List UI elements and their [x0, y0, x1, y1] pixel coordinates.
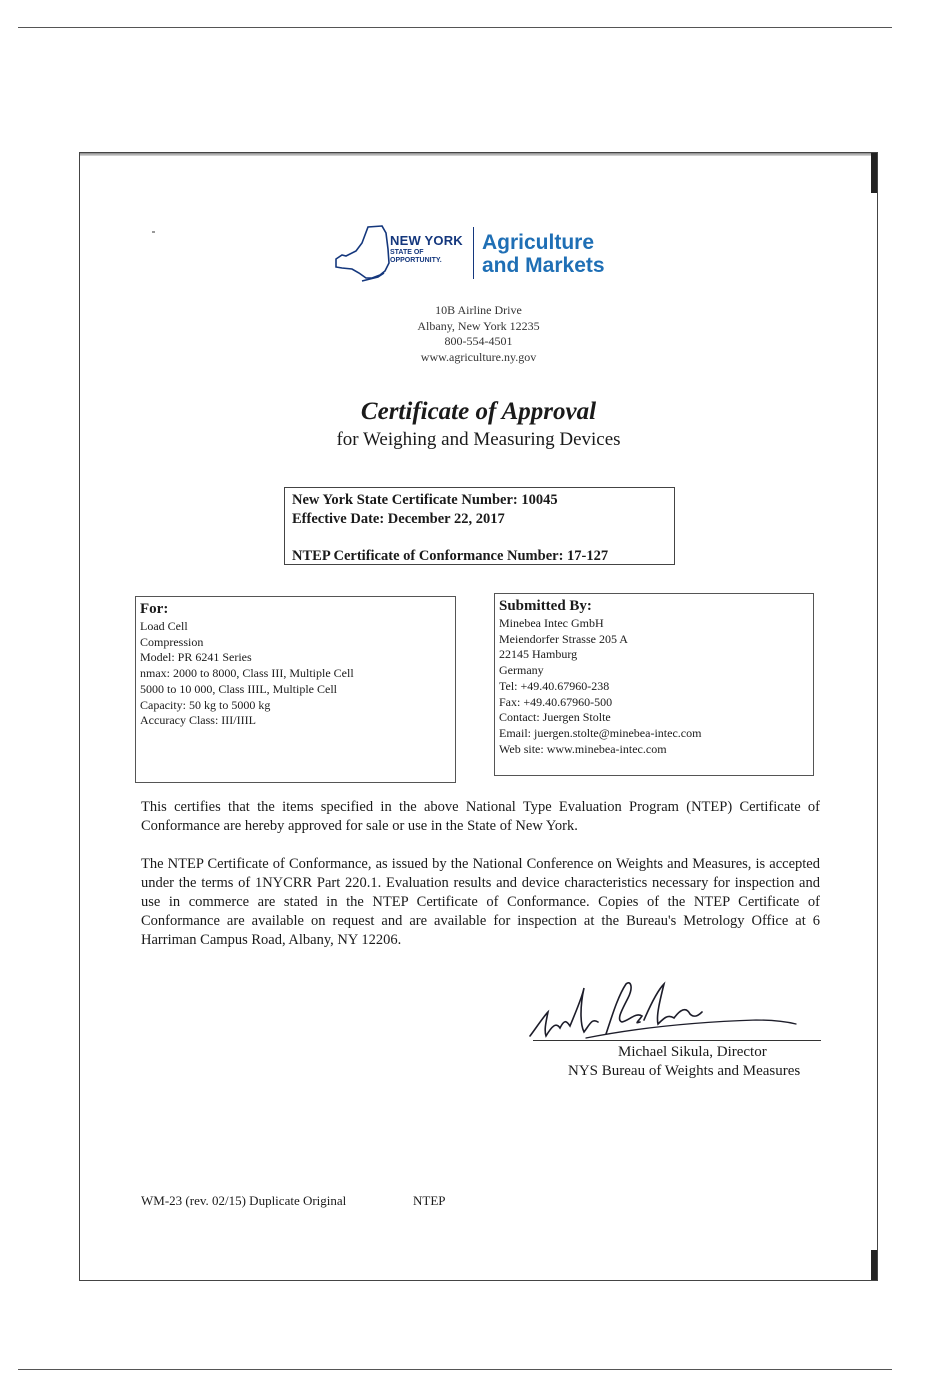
for-heading: For: [140, 601, 169, 617]
submitted-line: Web site: www.minebea-intec.com [499, 741, 667, 756]
address-city: Albany, New York 12235 [417, 318, 540, 333]
agency-name-line1: Agriculture [482, 231, 595, 254]
program-label: NTEP [413, 1193, 446, 1208]
for-line: nmax: 2000 to 8000, Class III, Multiple Cell [140, 666, 354, 681]
effective-date: Effective Date: December 22, 2017 [292, 511, 505, 527]
scan-speck [152, 231, 155, 233]
state-name: NEW YORK [390, 233, 463, 248]
submitted-line: Tel: +49.40.67960-238 [499, 678, 610, 693]
agency-address [80, 303, 877, 365]
agency-name-line2: and Markets [482, 254, 605, 277]
signer-name: Michael Sikula, Director [618, 1044, 767, 1060]
submitted-line: Fax: +49.40.67960-500 [499, 694, 613, 709]
address-website: www.agriculture.ny.gov [420, 349, 537, 364]
ntep-certificate-number: NTEP Certificate of Conformance Number: 17-127 [292, 548, 609, 564]
logo-divider [473, 227, 474, 279]
for-box [135, 596, 456, 783]
address-street: 10B Airline Drive [435, 303, 522, 317]
address-phone: 800-554-4501 [444, 334, 513, 349]
agency-logo [332, 223, 632, 293]
submitted-line: Email: juergen.stolte@minebea-intec.com [499, 725, 702, 740]
certification-paragraph: This certifies that the items specified in the above National Type Evaluation Program (NTEP) Certificate of Conformance are hereby approved for sale or use in the State of New York. [141, 799, 820, 834]
scan-edge-mark [871, 1250, 877, 1280]
acceptance-paragraph: The NTEP Certificate of Conformance, as issued by the National Conference on Weights and Measures, is accepted under the terms of 1NYCRR Part 220.1. Evaluation results and device characteristics necessary for inspection and use in commerce are stated in the NTEP Certificate of Conformance. Copies of the NTEP Certificate of Conformance are available on request and are available for inspection at the Bureau's Metrology Office at 6 Harriman Campus Road, Albany, NY 12206. [141, 856, 820, 948]
submitted-line: Minebea Intec GmbH [499, 616, 604, 630]
submitted-line: Contact: Juergen Stolte [499, 710, 611, 725]
state-tagline: STATE OF OPPORTUNITY. [390, 249, 442, 264]
for-line: Accuracy Class: III/IIIL [140, 713, 256, 728]
for-line: Capacity: 50 kg to 5000 kg [140, 697, 271, 712]
submitted-by-box [494, 593, 814, 776]
for-line: 5000 to 10 000, Class IIIL, Multiple Cell [140, 681, 337, 696]
form-id: WM-23 (rev. 02/15) Duplicate Original [141, 1193, 347, 1208]
scan-edge-mark [871, 153, 877, 193]
certificate-number-box [284, 487, 675, 565]
page-bottom-rule [18, 1369, 892, 1370]
submitted-line: Meiendorfer Strasse 205 A [499, 631, 628, 646]
signature-line [533, 1040, 821, 1041]
for-line: Model: PR 6241 Series [140, 650, 252, 665]
scan-top-edge [80, 153, 877, 156]
certificate-title: Certificate of Approval [360, 398, 597, 425]
certificate-subtitle: for Weighing and Measuring Devices [336, 429, 621, 450]
for-line: Compression [140, 634, 204, 649]
new-york-state-outline-icon [332, 223, 392, 285]
agency-name [482, 231, 605, 277]
for-line: Load Cell [140, 619, 188, 633]
signer-title: NYS Bureau of Weights and Measures [568, 1063, 801, 1079]
handwritten-signature [526, 976, 824, 1046]
submitted-line: Germany [499, 663, 544, 678]
submitted-heading: Submitted By: [499, 598, 592, 614]
certificate-document [79, 152, 878, 1281]
submitted-line: 22145 Hamburg [499, 647, 578, 662]
state-certificate-number: New York State Certificate Number: 10045 [292, 492, 558, 508]
page-top-rule [18, 27, 892, 28]
